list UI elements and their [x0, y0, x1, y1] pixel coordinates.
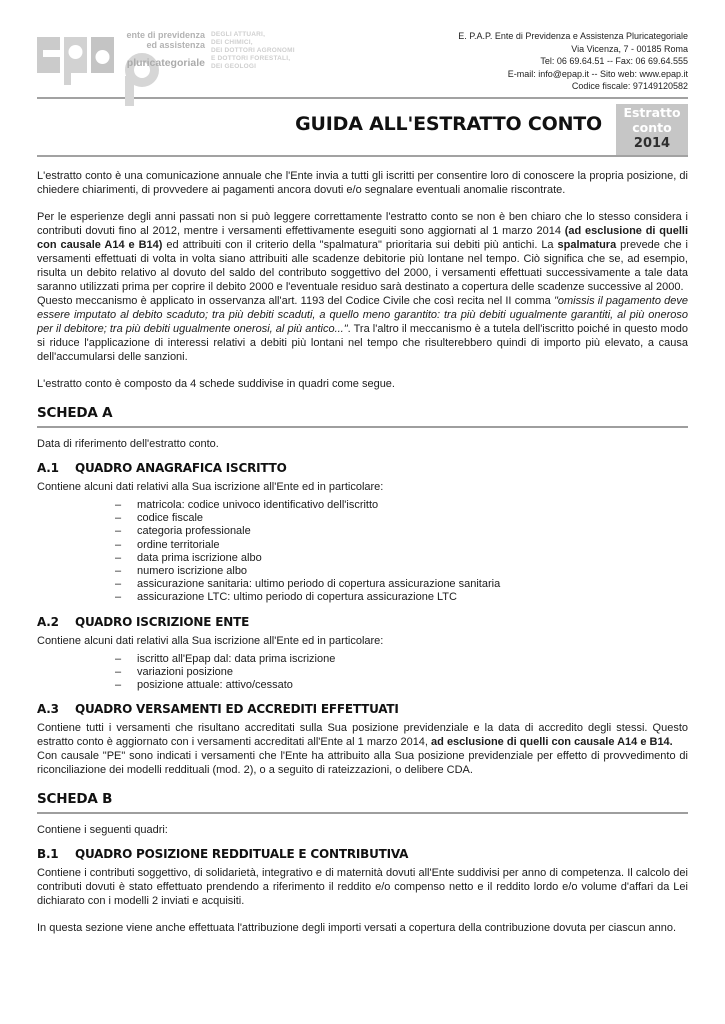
text-run: . Tra l'altro il meccanismo è a tutela dell'iscritto poiché in questo modo si riduce l'applicazione di interessi relativi a debiti più lontani nel tempo che risulterebbero quindi di importo più elevato, a causa dell'accumularsi delle sanzioni. [37, 323, 688, 363]
logo-category: DEI GEOLOGI [211, 63, 257, 70]
badge-line-1: Estratto [623, 105, 681, 120]
title-bar [37, 99, 688, 155]
scheda-b-heading: SCHEDA B [37, 791, 688, 814]
scheda-b-subtitle: Contiene i seguenti quadri: [37, 824, 168, 837]
list-item: – posizione attuale: attivo/cessato [115, 679, 688, 692]
bold-run: spalmatura [557, 239, 617, 251]
quadro-b1-heading [37, 847, 688, 861]
entity-street: Via Vicenza, 7 - 00185 Roma [571, 43, 688, 54]
list-item: – ordine territoriale [115, 539, 688, 552]
entity-email-web: E-mail: info@epap.it -- Sito web: www.epap.it [507, 68, 688, 79]
logo-category: E DOTTORI FORESTALI, [211, 55, 291, 62]
estratto-conto-2014-badge [616, 104, 688, 155]
logo-category: DEI DOTTORI AGRONOMI [211, 47, 295, 54]
scheda-a-subtitle: Data di riferimento dell'estratto conto. [37, 438, 219, 450]
epap-logo [37, 27, 297, 89]
quadro-a1-heading [37, 461, 688, 475]
title-divider [37, 155, 688, 157]
logo-line-1: ente di previdenza [126, 30, 205, 40]
quadro-b1-title: QUADRO POSIZIONE REDDITUALE E CONTRIBUTIVA [75, 847, 409, 862]
page-header [0, 0, 725, 97]
badge-line-2: conto [632, 120, 672, 135]
bold-run: (ad esclusione di quelli con causale A14 e B14) [37, 225, 689, 251]
entity-name: E. P.A.P. Ente di Previdenza e Assistenza Pluricategoriale [458, 31, 688, 41]
intro-paragraph-3: L'estratto conto è composto da 4 schede suddivise in quadri come segue. [37, 378, 395, 390]
logo-line-2: ed assistenza [146, 40, 205, 50]
list-item: – data prima iscrizione albo [115, 552, 688, 565]
logo-category: DEI CHIMICI, [211, 39, 253, 46]
quadro-a3-title: QUADRO VERSAMENTI ED ACCREDITI EFFETTUATI [75, 702, 399, 717]
quadro-a2-number: A.2 [37, 614, 59, 629]
quadro-a3-number: A.3 [37, 702, 59, 717]
quadro-b1-paragraph-2: In questa sezione viene anche effettuata l'attribuzione degli importi versati a copertura della contribuzione dovuta per ciascun anno. [37, 922, 677, 935]
quadro-b1-paragraph-1: Contiene i contributi soggettivo, di solidarietà, integrativo e di maternità dovuti all'Ente suddivisi per anno di competenza. Il calcolo dei contributi dovuti è stato effettuato prendendo a riferimento il reddito e/o compenso netto e il reddito lordo e/o volume d'affari da Lei dichiarato con i modelli 2 inviati e acquisiti. [37, 867, 688, 908]
text-run: Questo meccanismo è applicato in osservanza all'art. 1193 del Codice Civile che così recita nel II comma [37, 295, 554, 307]
logo-wordmark [115, 30, 205, 68]
quadro-a1-list [37, 499, 688, 605]
text-run: Con causale "PE" sono indicati i versamenti che l'Ente ha attribuito alla Sua posizione previdenziale per effetto di provvedimento di riconciliazione dei modelli reddituali (mod. 2), o a seguito di rateizzazioni, o delibere CDA. [37, 750, 688, 777]
entity-phone-fax: Tel: 06 69.64.51 -- Fax: 06 69.64.555 [540, 56, 688, 67]
intro-paragraph-1: L'estratto conto è una comunicazione annuale che l'Ente invia a tutti gli iscritti per consentire loro di conoscere la propria posizione, di chiedere chiarimenti, di provvedere ai pagamenti ancora dovuti e/o segnalare eventuali anomalie riscontrate. [37, 170, 688, 196]
italic-quote-run: "omissis il pagamento deve essere imputato al debito scaduto; tra più debiti scaduti, a quello meno garantito: tra più debiti ugualmente garantiti, al più oneroso per il debitore; tra più debiti ugualmente onerosi, al più antico..." [37, 295, 689, 335]
quadro-a1-number: A.1 [37, 461, 59, 475]
entity-address-block [458, 27, 688, 93]
text-run: Contiene tutti i versamenti che risultano accreditati sulla Sua posizione previdenziale e la data di accredito degli stessi. Questo estratto conto è aggiornato con i versamenti accreditati all'Ente al 1 marzo 2014, [37, 722, 688, 749]
list-item: – matricola: codice univoco identificativo dell'iscritto [115, 499, 688, 512]
quadro-a1-title: QUADRO ANAGRAFICA ISCRITTO [75, 461, 287, 475]
text-run: prevede che i versamenti effettuati di volta in volta siano attribuiti alle scadenze debitorie più lontane nel tempo. Ciò significa che se, ad esempio, risulta un debito relativo al dovuto del saldo del contributo soggettivo del 2000, i versamenti effettuati successivamente a tale data saranno utilizzati prima per coprire il debito 2000 e l'eventuale residuo sarà destinato a copertura delle scadenze successive al 2000. [37, 239, 688, 293]
quadro-a3-heading [37, 702, 688, 716]
page-title: GUIDA ALL'ESTRATTO CONTO [295, 113, 602, 135]
text-run: ed attribuiti con il criterio della "spalmatura" prioritaria sui debiti più antichi. La [162, 239, 558, 251]
epap-logo-icon [37, 29, 117, 87]
logo-line-3: pluricategoriale [126, 57, 205, 69]
logo-categories [211, 31, 301, 71]
quadro-a3-paragraph [37, 721, 688, 777]
list-item: – codice fiscale [115, 512, 688, 525]
list-item: – variazioni posizione [115, 666, 688, 679]
bold-run: ad esclusione di quelli con causale A14 e B14. [431, 736, 673, 749]
quadro-b1-number: B.1 [37, 847, 59, 862]
list-item: – iscritto all'Epap dal: data prima iscrizione [115, 653, 688, 666]
list-item: – categoria professionale [115, 525, 688, 538]
quadro-a2-intro: Contiene alcuni dati relativi alla Sua iscrizione all'Ente ed in particolare: [37, 634, 384, 647]
quadro-a2-heading [37, 615, 688, 629]
list-item: – assicurazione sanitaria: ultimo periodo di copertura assicurazione sanitaria [115, 578, 688, 591]
intro-paragraph-2 [37, 210, 688, 364]
list-item: – assicurazione LTC: ultimo periodo di copertura assicurazione LTC [115, 591, 688, 604]
text-run: Per le esperienze degli anni passati non si può leggere correttamente l'estratto conto se non è ben chiaro che lo stesso considera i contributi dovuti fino al 2012, mentre i versamenti effettivamente eseguiti sono aggiornati al 1 marzo 2014 [37, 211, 688, 237]
scheda-a-heading: SCHEDA A [37, 405, 688, 428]
quadro-a1-intro: Contiene alcuni dati relativi alla Sua iscrizione all'Ente ed in particolare: [37, 481, 384, 493]
badge-year: 2014 [633, 136, 671, 151]
logo-category: DEGLI ATTUARI, [211, 31, 266, 38]
quadro-a2-title: QUADRO ISCRIZIONE ENTE [75, 614, 250, 629]
list-item: – numero iscrizione albo [115, 565, 688, 578]
entity-fiscal-code: Codice fiscale: 97149120582 [571, 81, 688, 92]
quadro-a2-list [37, 653, 688, 693]
